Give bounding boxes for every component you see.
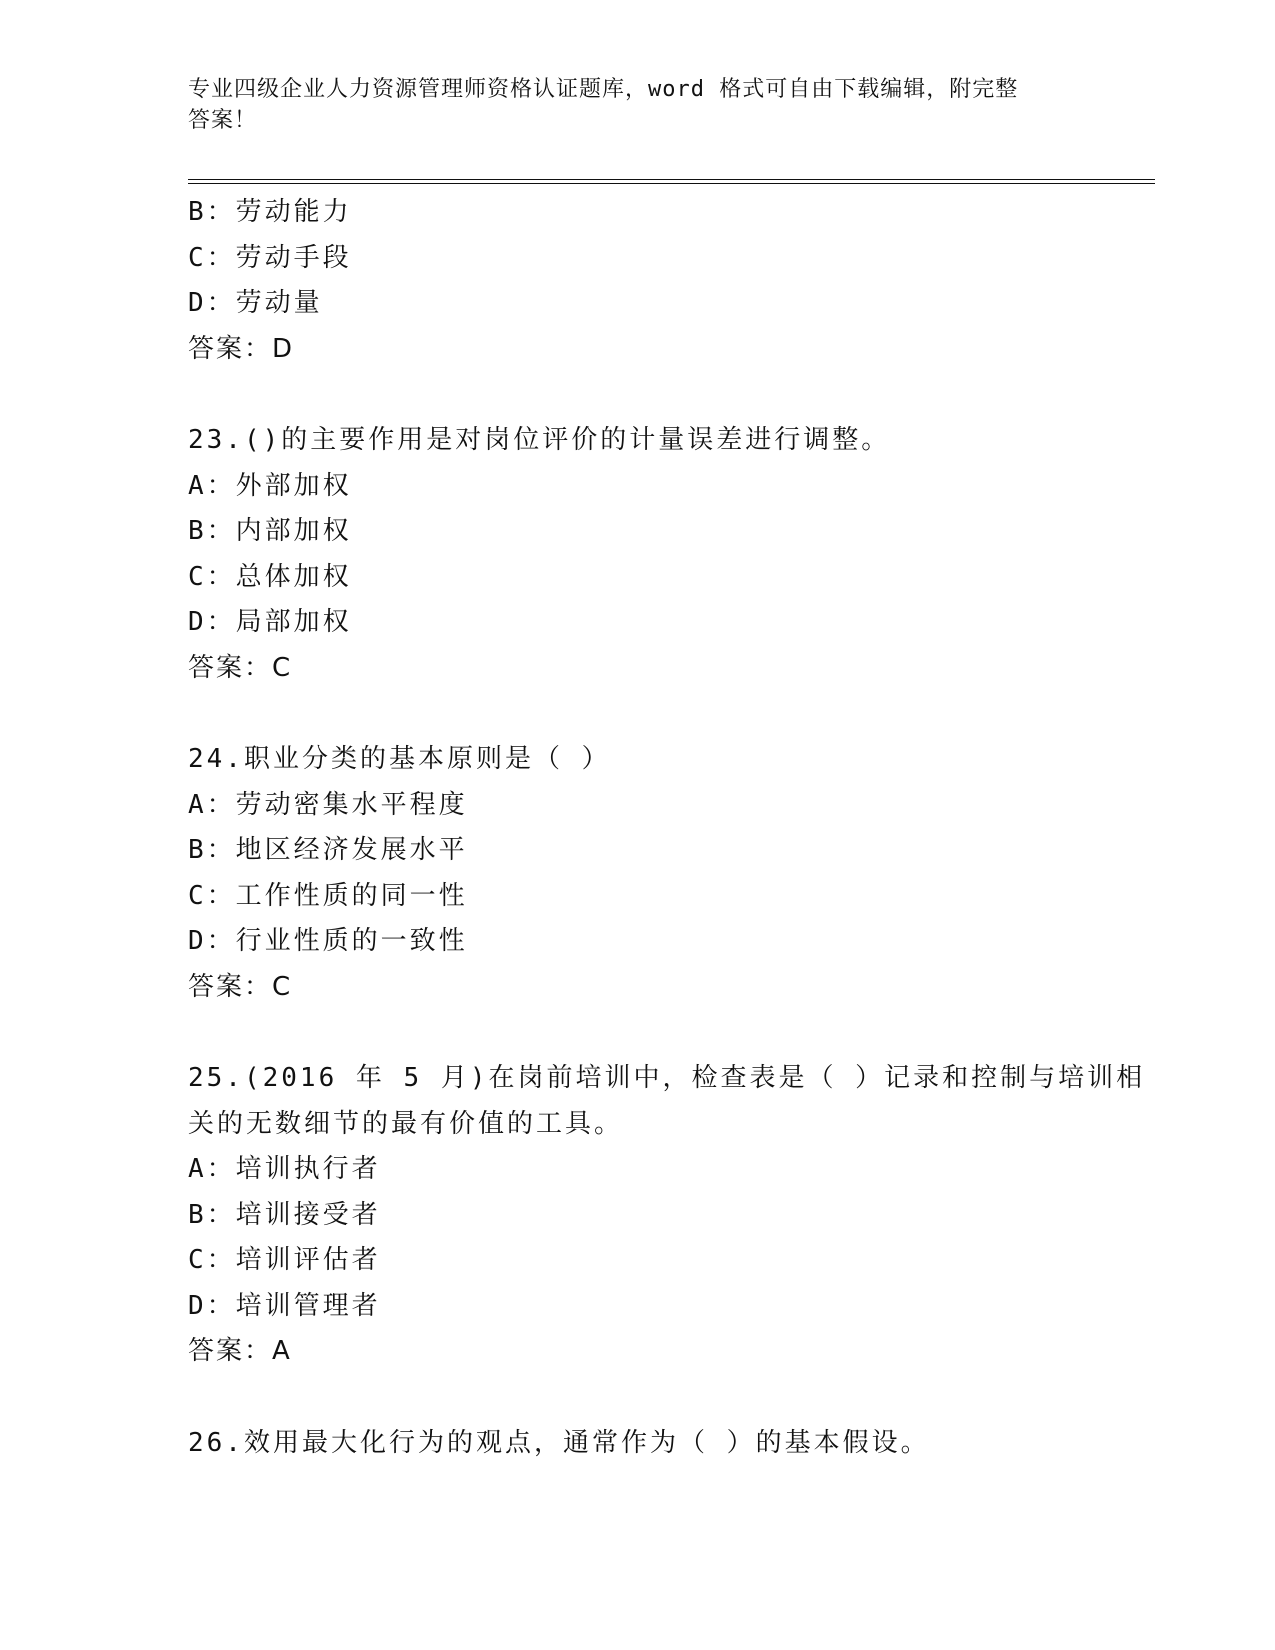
option-c: C：培训评估者 <box>188 1245 381 1275</box>
option-b: B：培训接受者 <box>188 1199 381 1230</box>
page-header <box>188 74 1088 136</box>
header-line-2: 答案！ <box>188 108 258 133</box>
option-d: D：局部加权 <box>188 607 352 637</box>
option-b: B：劳动能力 <box>188 197 352 227</box>
question-26 <box>188 1421 1088 1467</box>
spacer <box>188 372 1088 418</box>
option-d: D：劳动量 <box>188 288 323 318</box>
answer-line: 答案：C <box>188 971 293 1002</box>
header-divider-top <box>188 179 1155 180</box>
question-stem-line-2: 关的无数细节的最有价值的工具。 <box>188 1108 624 1139</box>
question-stem: 24.职业分类的基本原则是（ ） <box>188 744 611 774</box>
option-d: D：行业性质的一致性 <box>188 926 468 956</box>
question-23 <box>188 418 1088 691</box>
question-stem: 23.()的主要作用是对岗位评价的计量误差进行调整。 <box>188 425 891 455</box>
question-stem: 26.效用最大化行为的观点，通常作为（ ）的基本假设。 <box>188 1427 930 1458</box>
spacer <box>188 1010 1088 1056</box>
answer-line: 答案：D <box>188 333 295 364</box>
option-b: B：内部加权 <box>188 516 352 546</box>
option-c: C：劳动手段 <box>188 242 352 273</box>
option-c: C：总体加权 <box>188 561 352 592</box>
question-stem-line-1: 25.(2016 年 5 月)在岗前培训中，检查表是（ ）记录和控制与培训相 <box>188 1063 1146 1093</box>
option-a: A：培训执行者 <box>188 1154 381 1184</box>
option-d: D：培训管理者 <box>188 1290 381 1321</box>
question-24 <box>188 737 1088 1010</box>
question-22-partial <box>188 190 1088 372</box>
option-a: A：劳动密集水平程度 <box>188 789 468 820</box>
header-line-1: 专业四级企业人力资源管理师资格认证题库，word 格式可自由下载编辑，附完整 <box>188 77 1019 102</box>
spacer <box>188 691 1088 737</box>
spacer <box>188 1375 1088 1421</box>
option-a: A：外部加权 <box>188 470 352 501</box>
header-divider-bottom <box>188 183 1155 184</box>
question-content <box>188 190 1146 1466</box>
option-b: B：地区经济发展水平 <box>188 835 468 865</box>
question-25 <box>188 1056 1146 1375</box>
answer-line: 答案：A <box>188 1336 292 1366</box>
option-c: C：工作性质的同一性 <box>188 880 468 911</box>
answer-line: 答案：C <box>188 652 293 683</box>
